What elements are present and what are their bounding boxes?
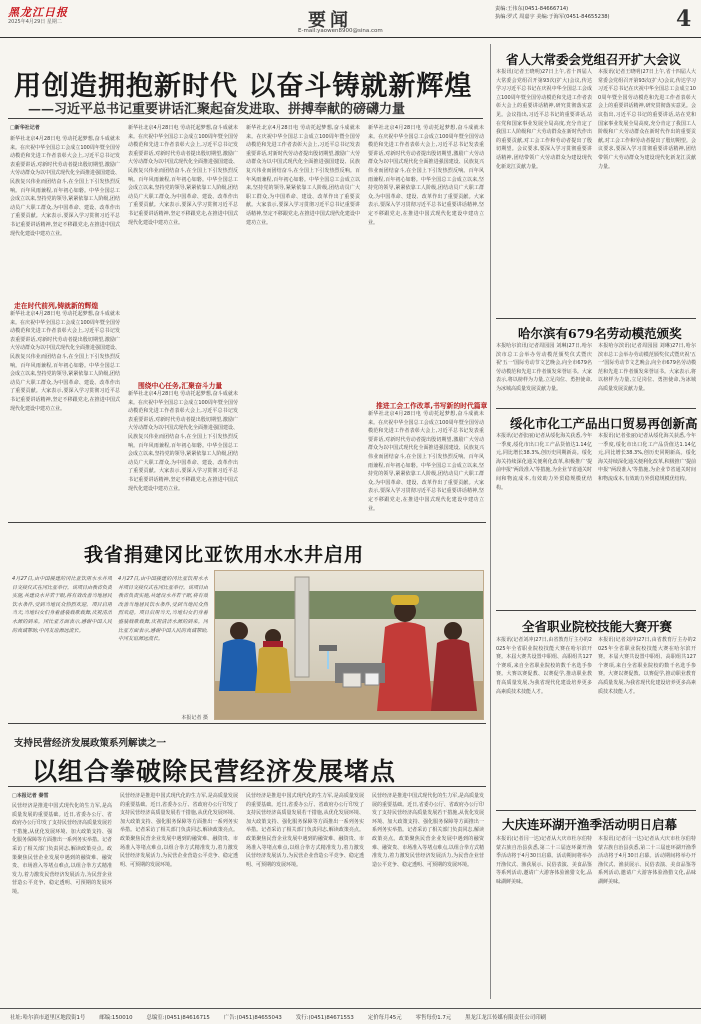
section-title: 要闻 [308,10,352,31]
lead-subhead-2: 围绕中心任务,汇聚奋斗力量 [138,382,223,390]
right-mid-body-b: 本报哈尔滨讯(记者周园园 刘琳)27日,哈尔滨市总工会举办劳动模范颁奖仪式暨庆祝'五一'国际劳动节文艺晚会,向全市679名劳动模范和先进工作者颁发荣誉证书。大家表示,将以榜样为力量,立足岗位、勇担使命,为冰城高质量发展贡献力量。 [598,343,696,392]
right-mid2-body-a: 本报讯(记者张丽)记者从绥化海关获悉,今年一季度,绥化市出口化工产品货值达1.14亿元,同比增长38.3%,创历史同期新高。绥化海关持续深化通关便利化改革,积极推广'提前申报''两段准入'等措施,为企业节省通关时间和物流成本,有效助力外贸稳规模优结构。 [496,433,592,491]
series-body-b: 民营经济是推进中国式现代化的生力军,是高质量发展的重要基础。近日,省委办公厅、省政府办公厅印发了支持民营经济高质量发展若干措施,从优化发展环境、加大政策支持、强化服务保障等方面推出一系列务实举措。记者采访了相关部门负责同志,解读政策亮点。政策聚焦民营企业发展中遇到的融资难、融资贵、市场准入等堵点难点,以组合拳方式精准发力,着力激发民营经济发展活力,为民营企业营造公平竞争、稳定透明、可预期的发展环境。 [120,793,238,868]
feature-body-a: 4月27日,由中国援建的冈比亚饮用水水井项目交接仪式在冈比亚举行。该项目由我省负责实施,共建设水井若干眼,将有效改善当地居民饮水条件,受到当地民众热烈欢迎。项目启用当天,当地妇女们身着盛装载歌载舞,庆祝清洁水源的到来。冈比亚方面表示,感谢中国人民的真诚帮助,中冈友谊源远流长。 [12,576,112,634]
lead-body-col3: 新华社北京4月28日电 劳动托起梦想,奋斗成就未来。在庆祝中华全国总工会成立100周年暨全国劳动模范和先进工作者表彰大会上,习近平总书记发表重要讲话,对新时代劳动者提出殷切期望,激励广大劳动群众为以中国式现代化全面推进强国建设、民族复兴伟业而团结奋斗,在全国上下引发热烈反响。百年风雨兼程,百年初心如磐。中华全国总工会成立以来,坚持党的领导,紧紧依靠工人阶级,团结动员广大职工群众,为中国革命、建设、改革作出了重要贡献。大家表示,要深入学习贯彻习近平总书记重要讲话精神,坚定不移跟党走,在推进中国式现代化建设中建功立业。 [246,125,360,226]
page-header [0,0,701,38]
lead-byline: □新华社记者 [10,125,40,131]
footer-distribution-phone: 发行:(0451)84671553 [295,1015,354,1021]
footer-retail-price: 零售每份1.7元 [415,1015,452,1021]
right-mid3-title: 全省职业院校技能大赛开赛 [522,619,673,634]
feature-photo [214,570,484,720]
series-body-c: 民营经济是推进中国式现代化的生力军,是高质量发展的重要基础。近日,省委办公厅、省政府办公厅印发了支持民营经济高质量发展若干措施,从优化发展环境、加大政策支持、强化服务保障等方面推出一系列务实举措。记者采访了相关部门负责同志,解读政策亮点。政策聚焦民营企业发展中遇到的融资难、融资贵、市场准入等堵点难点,以组合拳方式精准发力,着力激发民营经济发展活力,为民营企业营造公平竞争、稳定透明、可预期的发展环境。 [246,793,364,868]
feature-photo-credit: 本报记者 摄 [181,715,208,721]
footer-ad-phone: 广告:(0451)84655043 [223,1015,282,1021]
staff-line: 责编:王伟东(0451-84666714) [495,6,569,12]
staff-line: 执编:罗式 周嘉宇 美编:于海军(0451-84655238) [495,14,610,20]
lead-body-col2b: 新华社北京4月28日电 劳动托起梦想,奋斗成就未来。在庆祝中华全国总工会成立100周年暨全国劳动模范和先进工作者表彰大会上,习近平总书记发表重要讲话,对新时代劳动者提出殷切期望,激励广大劳动群众为以中国式现代化全面推进强国建设、民族复兴伟业而团结奋斗,在全国上下引发热烈反响。百年风雨兼程,百年初心如磐。中华全国总工会成立以来,坚持党的领导,紧紧依靠工人阶级,团结动员广大职工群众,为中国革命、建设、改革作出了重要贡献。大家表示,要深入学习贯彻习近平总书记重要讲话精神,坚定不移跟党走,在推进中国式现代化建设中建功立业。 [128,391,238,492]
page-footer [0,1008,701,1024]
right-mid2-title: 绥化市化工产品出口贸易再创新高 [510,416,698,431]
feature-title: 我省捐建冈比亚饮用水水井启用 [84,544,365,566]
footer-monthly-price: 定价每月45元 [367,1015,402,1021]
series-title: 以组合拳破除民营经济发展堵点 [32,757,397,786]
right-bottom-title: 大庆连环湖开渔季活动明日启幕 [502,817,678,832]
lead-body-col1: 新华社北京4月28日电 劳动托起梦想,奋斗成就未来。在庆祝中华全国总工会成立100周年暨全国劳动模范和先进工作者表彰大会上,习近平总书记发表重要讲话,对新时代劳动者提出殷切期望,激励广大劳动群众为以中国式现代化全面推进强国建设、民族复兴伟业而团结奋斗,在全国上下引发热烈反响。百年风雨兼程,百年初心如磐。中华全国总工会成立以来,坚持党的领导,紧紧依靠工人阶级,团结动员广大职工群众,为中国革命、建设、改革作出了重要贡献。大家表示,要深入学习贯彻习近平总书记重要讲话精神,坚定不移跟党走,在推进中国式现代化建设中建功立业。 [10,136,120,237]
lead-body-col4: 新华社北京4月28日电 劳动托起梦想,奋斗成就未来。在庆祝中华全国总工会成立100周年暨全国劳动模范和先进工作者表彰大会上,习近平总书记发表重要讲话,对新时代劳动者提出殷切期望,激励广大劳动群众为以中国式现代化全面推进强国建设、民族复兴伟业而团结奋斗,在全国上下引发热烈反响。百年风雨兼程,百年初心如磐。中华全国总工会成立以来,坚持党的领导,紧紧依靠工人阶级,团结动员广大职工群众,为中国革命、建设、改革作出了重要贡献。大家表示,要深入学习贯彻习近平总书记重要讲话精神,坚定不移跟党走,在推进中国式现代化建设中建功立业。 [368,125,484,226]
divider [496,610,696,611]
feature-body-b: 4月27日,由中国援建的冈比亚饮用水水井项目交接仪式在冈比亚举行。该项目由我省负责实施,共建设水井若干眼,将有效改善当地居民饮水条件,受到当地民众热烈欢迎。项目启用当天,当地妇女们身着盛装载歌载舞,庆祝清洁水源的到来。冈比亚方面表示,感谢中国人民的真诚帮助,中冈友谊源远流长。 [118,576,208,643]
right-top-body-a: 本报讯(记者王晓明)27日上午,省十四届人大常委会党组召开第93次(扩大)会议,传达学习习近平总书记在庆祝中华全国总工会成立100周年暨全国劳动模范和先进工作者表彰大会上的重要讲话精神,研究贯彻落实意见。会议指出,习近平总书记的重要讲话,站在党和国家事业发展全局高度,充分肯定了我国工人阶级和广大劳动群众在新时代作出的重要贡献,对工会工作和劳动者提出了殷切期望。会议要求,要深入学习贯彻重要讲话精神,团结带领广大劳动群众为建设现代化新龙江贡献力量。 [496,69,592,170]
column-divider [490,44,491,999]
series-body-a: 民营经济是推进中国式现代化的生力军,是高质量发展的重要基础。近日,省委办公厅、省政府办公厅印发了支持民营经济高质量发展若干措施,从优化发展环境、加大政策支持、强化服务保障等方面推出一系列务实举措。记者采访了相关部门负责同志,解读政策亮点。政策聚焦民营企业发展中遇到的融资难、融资贵、市场准入等堵点难点,以组合拳方式精准发力,着力激发民营经济发展活力,为民营企业营造公平竞争、稳定透明、可预期的发展环境。 [12,803,112,895]
lead-headline: 用创造拥抱新时代 以奋斗铸就新辉煌 [14,71,473,102]
right-top-body-b: 本报讯(记者王晓明)27日上午,省十四届人大常委会党组召开第93次(扩大)会议,传达学习习近平总书记在庆祝中华全国总工会成立100周年暨全国劳动模范和先进工作者表彰大会上的重要讲话精神,研究贯彻落实意见。会议指出,习近平总书记的重要讲话,站在党和国家事业发展全局高度,充分肯定了我国工人阶级和广大劳动群众在新时代作出的重要贡献,对工会工作和劳动者提出了殷切期望。会议要求,要深入学习贯彻重要讲话精神,团结带领广大劳动群众为建设现代化新龙江贡献力量。 [598,69,696,170]
footer-address: 社址:哈尔滨市道里区地段街1号 [10,1015,86,1021]
series-kicker: 支持民营经济发展政策系列解读之一 [14,738,167,749]
masthead: 黑龙江日报 [8,6,68,19]
series-byline: □本报记者 秦雪 [12,793,49,799]
lead-subhead-3: 推进工会工作改革,书写新的时代篇章 [376,402,488,410]
lead-body-col2: 新华社北京4月28日电 劳动托起梦想,奋斗成就未来。在庆祝中华全国总工会成立100周年暨全国劳动模范和先进工作者表彰大会上,习近平总书记发表重要讲话,对新时代劳动者提出殷切期望,激励广大劳动群众为以中国式现代化全面推进强国建设、民族复兴伟业而团结奋斗,在全国上下引发热烈反响。百年风雨兼程,百年初心如磐。中华全国总工会成立以来,坚持党的领导,紧紧依靠工人阶级,团结动员广大职工群众,为中国革命、建设、改革作出了重要贡献。大家表示,要深入学习贯彻习近平总书记重要讲话精神,坚定不移跟党走,在推进中国式现代化建设中建功立业。 [128,125,238,226]
series-body-d: 民营经济是推进中国式现代化的生力军,是高质量发展的重要基础。近日,省委办公厅、省政府办公厅印发了支持民营经济高质量发展若干措施,从优化发展环境、加大政策支持、强化服务保障等方面推出一系列务实举措。记者采访了相关部门负责同志,解读政策亮点。政策聚焦民营企业发展中遇到的融资难、融资贵、市场准入等堵点难点,以组合拳方式精准发力,着力激发民营经济发展活力,为民营企业营造公平竞争、稳定透明、可预期的发展环境。 [372,793,484,868]
divider [8,118,483,119]
divider [496,810,696,811]
right-top-title: 省人大常委会党组召开扩大会议 [506,52,682,67]
footer-postcode: 邮编:150010 [99,1015,133,1021]
lead-subhead: ——习近平总书记重要讲话汇聚起奋发进取、拼搏奉献的磅礴力量 [28,102,406,117]
footer-printer: 黑龙江龙江传媒有限责任公司印刷 [465,1015,547,1021]
right-mid3-body-a: 本报讯(记者刘冲)27日,由省教育厅主办的2025年全省职业院校技能大赛在哈尔滨开赛。本届大赛共设置中职组、高职组共127个赛项,来自全省职业院校的数千名选手参赛。大赛以赛促教、以赛促学,推动职业教育高质量发展,为我省现代化建设培养更多高素质技术技能人才。 [496,637,592,695]
divider [496,408,696,409]
divider [8,786,486,787]
right-bottom-body-b: 本报讯(记者闫一达)记者从大庆市杜尔伯特蒙古族自治县获悉,第二十三届连环湖开渔季活动将于4月30日启幕。活动期间将举办开渔仪式、渔获展示、民俗表演、美食品鉴等系列活动,邀请广大游客体验渔猎文化,品味湖鲜美味。 [598,836,696,885]
lead-body-col4b: 新华社北京4月28日电 劳动托起梦想,奋斗成就未来。在庆祝中华全国总工会成立100周年暨全国劳动模范和先进工作者表彰大会上,习近平总书记发表重要讲话,对新时代劳动者提出殷切期望,激励广大劳动群众为以中国式现代化全面推进强国建设、民族复兴伟业而团结奋斗,在全国上下引发热烈反响。百年风雨兼程,百年初心如磐。中华全国总工会成立以来,坚持党的领导,紧紧依靠工人阶级,团结动员广大职工群众,为中国革命、建设、改革作出了重要贡献。大家表示,要深入学习贯彻习近平总书记重要讲话精神,坚定不移跟党走,在推进中国式现代化建设中建功立业。 [368,411,484,512]
divider [496,318,696,319]
water-well-photo [215,571,484,720]
right-mid3-body-b: 本报讯(记者刘冲)27日,由省教育厅主办的2025年全省职业院校技能大赛在哈尔滨开赛。本届大赛共设置中职组、高职组共127个赛项,来自全省职业院校的数千名选手参赛。大赛以赛促教、以赛促学,推动职业教育高质量发展,为我省现代化建设培养更多高素质技术技能人才。 [598,637,696,695]
staff-credits [495,5,610,21]
lead-body-col1b: 新华社北京4月28日电 劳动托起梦想,奋斗成就未来。在庆祝中华全国总工会成立100周年暨全国劳动模范和先进工作者表彰大会上,习近平总书记发表重要讲话,对新时代劳动者提出殷切期望,激励广大劳动群众为以中国式现代化全面推进强国建设、民族复兴伟业而团结奋斗,在全国上下引发热烈反响。百年风雨兼程,百年初心如磐。中华全国总工会成立以来,坚持党的领导,紧紧依靠工人阶级,团结动员广大职工群众,为中国革命、建设、改革作出了重要贡献。大家表示,要深入学习贯彻习近平总书记重要讲话精神,坚定不移跟党走,在推进中国式现代化建设中建功立业。 [10,311,120,412]
right-bottom-body-a: 本报讯(记者闫一达)记者从大庆市杜尔伯特蒙古族自治县获悉,第二十三届连环湖开渔季活动将于4月30日启幕。活动期间将举办开渔仪式、渔获展示、民俗表演、美食品鉴等系列活动,邀请广大游客体验渔猎文化,品味湖鲜美味。 [496,836,592,885]
right-mid-title: 哈尔滨有679名劳动模范颁奖 [518,326,682,341]
right-mid-body-a: 本报哈尔滨讯(记者周园园 刘琳)27日,哈尔滨市总工会举办劳动模范颁奖仪式暨庆祝'五一'国际劳动节文艺晚会,向全市679名劳动模范和先进工作者颁发荣誉证书。大家表示,将以榜样为力量,立足岗位、勇担使命,为冰城高质量发展贡献力量。 [496,343,592,392]
date-line: 2025年4月29日 星期二 [8,19,62,25]
lead-subhead-1: 走在时代前列,铸就新的辉煌 [14,302,99,310]
page-number: 4 [676,6,692,32]
right-mid2-body-b: 本报讯(记者张丽)记者从绥化海关获悉,今年一季度,绥化市出口化工产品货值达1.14亿元,同比增长38.3%,创历史同期新高。绥化海关持续深化通关便利化改革,积极推广'提前申报''两段准入'等措施,为企业节省通关时间和物流成本,有效助力外贸稳规模优结构。 [598,433,696,482]
footer-editorial-phone: 总编室:(0451)84616715 [146,1015,210,1021]
section-email: E-mail:yaowen8900@sina.com [298,28,383,34]
